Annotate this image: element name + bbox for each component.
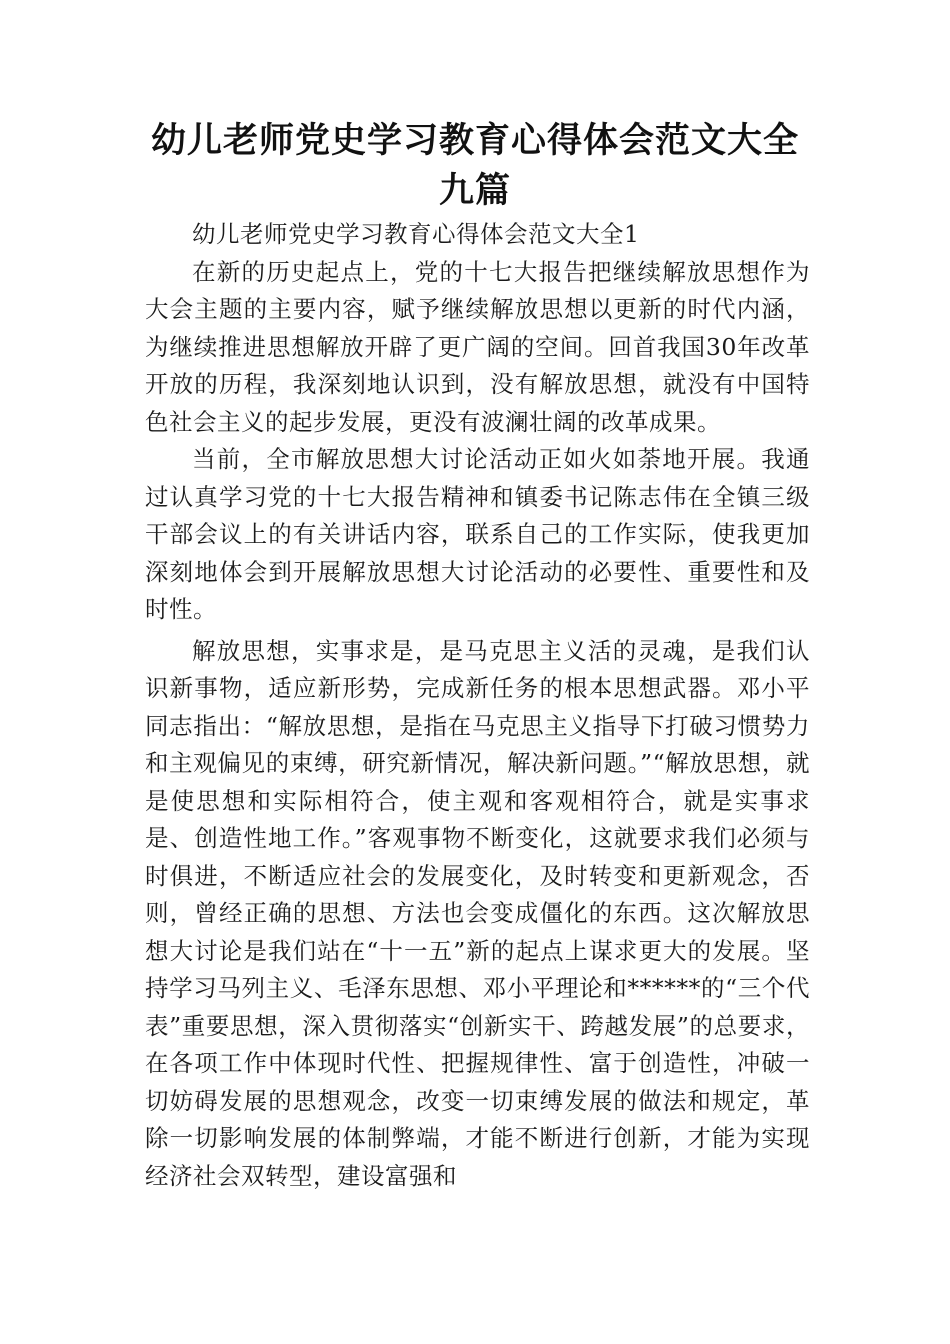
section-heading: 幼儿老师党史学习教育心得体会范文大全1 [192, 220, 640, 248]
document-body [145, 216, 810, 1195]
paragraph: 当前，全市解放思想大讨论活动正如火如荼地开展。我通过认真学习党的十七大报告精神和镇委书记陈志伟在全镇三级干部会议上的有关讲话内容，联系自己的工作实际，使我更加深刻地体会到开展解放思想大讨论活动的必要性、重要性和及时性。 [145, 445, 810, 623]
paragraph: 在新的历史起点上，党的十七大报告把继续解放思想作为大会主题的主要内容，赋予继续解放思想以更新的时代内涵，为继续推进思想解放开辟了更广阔的空间。回首我国30年改革开放的历程，我深刻地认识到，没有解放思想，就没有中国特色社会主义的起步发展，更没有波澜壮阔的改革成果。 [145, 257, 810, 436]
paragraph: 解放思想，实事求是，是马克思主义活的灵魂，是我们认识新事物，适应新形势，完成新任务的根本思想武器。邓小平同志指出：“解放思想，是指在马克思主义指导下打破习惯势力和主观偏见的束缚，研究新情况，解决新问题。”“解放思想，就是使思想和实际相符合，使主观和客观相符合，就是实事求是、创造性地工作。”客观事物不断变化，这就要求我们必须与时俱进，不断适应社会的发展变化，及时转变和更新观念，否则，曾经正确的思想、方法也会变成僵化的东西。这次解放思想大讨论是我们站在“十一五”新的起点上谋求更大的发展。坚持学习马列主义、毛泽东思想、邓小平理论和******的“三个代表”重要思想，深入贯彻落实“创新实干、跨越发展”的总要求，在各项工作中体现时代性、把握规律性、富于创造性，冲破一切妨碍发展的思想观念，改变一切束缚发展的做法和规定，革除一切影响发展的体制弊端，才能不断进行创新，才能为实现经济社会双转型，建设富强和 [145, 636, 810, 1190]
document-title: 幼儿老师党史学习教育心得体会范文大全九篇 [150, 121, 799, 211]
